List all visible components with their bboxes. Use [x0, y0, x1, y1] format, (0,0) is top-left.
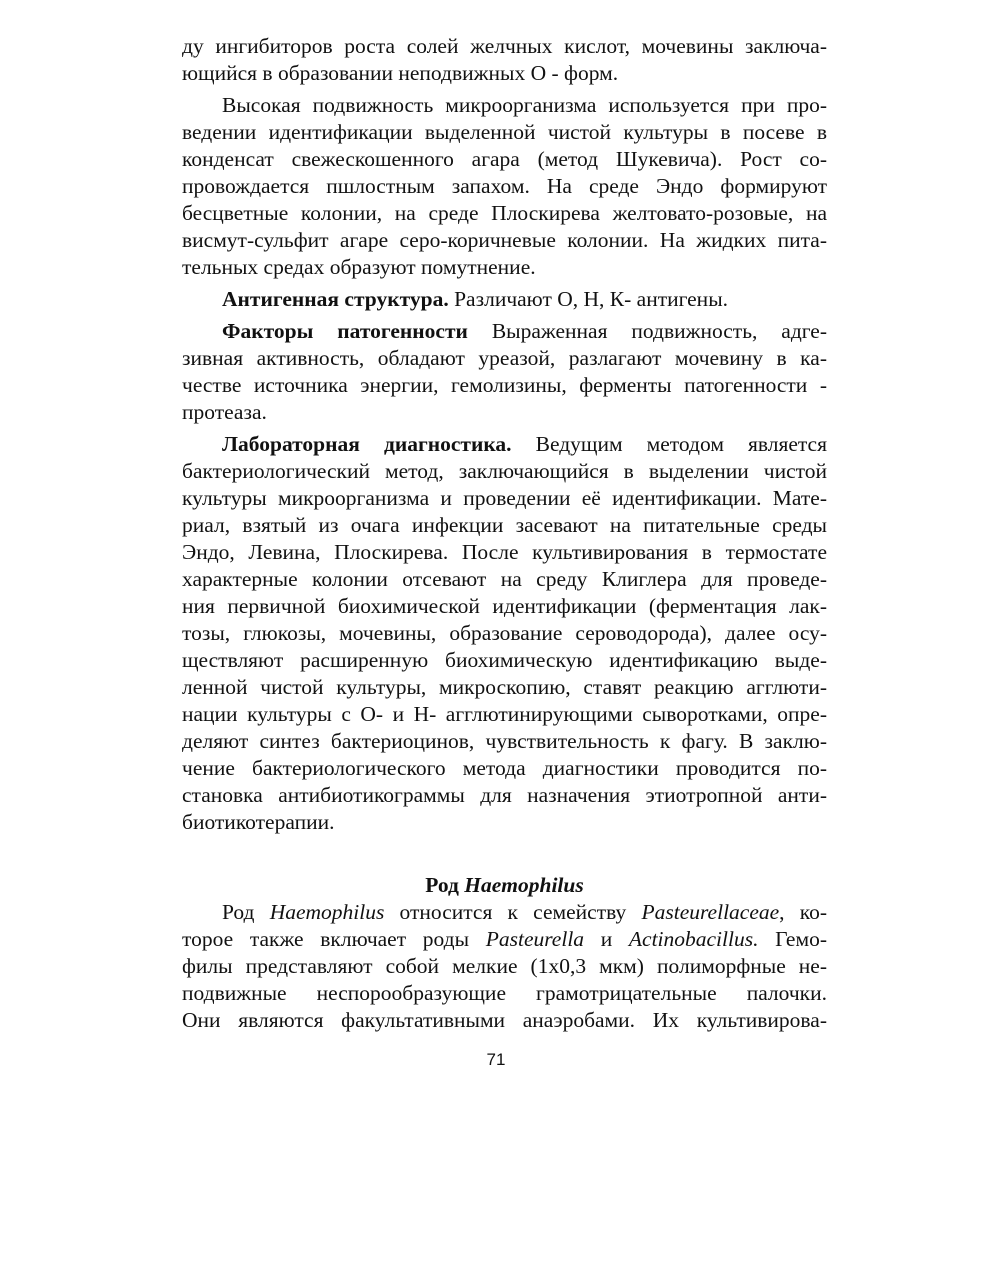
text-line: провождается пшлостным запахом. На среде Эндо формируют	[182, 174, 827, 198]
text-line: бесцветные колонии, на среде Плоскирева желтовато-розовые, на	[182, 201, 827, 225]
text-line: Род Haemophilus относится к семейству Pasteurellaceae, ко-	[222, 900, 827, 924]
text-line: Эндо, Левина, Плоскирева. После культивирования в термостате	[182, 540, 827, 564]
text-line: тельных средах образуют помутнение.	[182, 255, 536, 279]
text-line	[182, 286, 827, 313]
text-line: Они являются факультативными анаэробами. Их культивирова-	[182, 1008, 827, 1032]
paragraph-diagnostics	[182, 431, 827, 836]
text-line: чение бактериологического метода диагностики проводится по-	[182, 756, 827, 780]
text-line: висмут-сульфит агаре серо-коричневые колонии. На жидких пита-	[182, 228, 827, 252]
text-line: ду ингибиторов роста солей желчных кислот, мочевины заключа-	[182, 34, 827, 58]
paragraph-antigens	[182, 286, 827, 313]
text-line: ленной чистой культуры, микроскопию, ставят реакцию агглюти-	[182, 675, 827, 699]
paragraph-haemophilus	[182, 899, 827, 1034]
text-line: ществляют расширенную биохимическую идентификацию выде-	[182, 648, 827, 672]
text-line: деляют синтез бактериоцинов, чувствительность к фагу. В заклю-	[182, 729, 827, 753]
heading-genus: Haemophilus	[464, 873, 584, 897]
text-line: тозы, глюкозы, мочевины, образование сероводорода), далее осу-	[182, 621, 827, 645]
text-line	[182, 318, 827, 345]
text-run: Различают О, Н, К- антигены.	[448, 287, 729, 311]
text-line: риал, взятый из очага инфекции засевают на питательные среды	[182, 513, 827, 537]
page-body	[182, 33, 827, 1034]
text-line: ющийся в образовании неподвижных О - форм.	[182, 61, 619, 85]
text-line: становка антибиотикограммы для назначения этиотропной анти-	[182, 783, 827, 807]
text-run: Выраженная подвижность, адге-	[467, 319, 827, 343]
heading-text: Род	[425, 873, 465, 897]
text-line: филы представляют собой мелкие (1х0,3 мкм) полиморфные не-	[182, 954, 827, 978]
text-line: протеаза.	[182, 400, 267, 424]
text-line: характерные колонии отсевают на среду Клиглера для проведе-	[182, 567, 827, 591]
section-heading	[182, 872, 827, 899]
paragraph-mobility	[182, 92, 827, 281]
paragraph-0	[182, 33, 827, 87]
text-line: подвижные неспорообразующие грамотрицательные палочки.	[182, 981, 827, 1005]
text-line: нации культуры с О- и Н- агглютинирующими сыворотками, опре-	[182, 702, 827, 726]
text-run: Ведущим методом является	[511, 432, 827, 456]
text-line: честве источника энергии, гемолизины, ферменты патогенности -	[182, 373, 827, 397]
text-line: торое также включает роды Pasteurella и Actinobacillus. Гемо-	[182, 927, 827, 951]
text-line	[182, 431, 827, 458]
text-line: ния первичной биохимической идентификации (ферментация лак-	[182, 594, 827, 618]
text-line: культуры микроорганизма и проведении её идентификации. Мате-	[182, 486, 827, 510]
text-line: Высокая подвижность микроорганизма используется при про-	[222, 93, 827, 117]
term-bold: Антигенная структура.	[222, 287, 449, 311]
text-line: бактериологический метод, заключающийся в выделении чистой	[182, 459, 827, 483]
page-number: 71	[486, 1050, 506, 1069]
text-line: ведении идентификации выделенной чистой культуры в посеве в	[182, 120, 827, 144]
term-bold: Лабораторная диагностика.	[222, 432, 512, 456]
term-bold: Факторы патогенности	[222, 319, 468, 343]
text-line: зивная активность, обладают уреазой, разлагают мочевину в ка-	[182, 346, 827, 370]
text-line: конденсат свежескошенного агара (метод Шукевича). Рост со-	[182, 147, 827, 171]
text-line: биотикотерапии.	[182, 810, 335, 834]
paragraph-pathogenicity	[182, 318, 827, 426]
